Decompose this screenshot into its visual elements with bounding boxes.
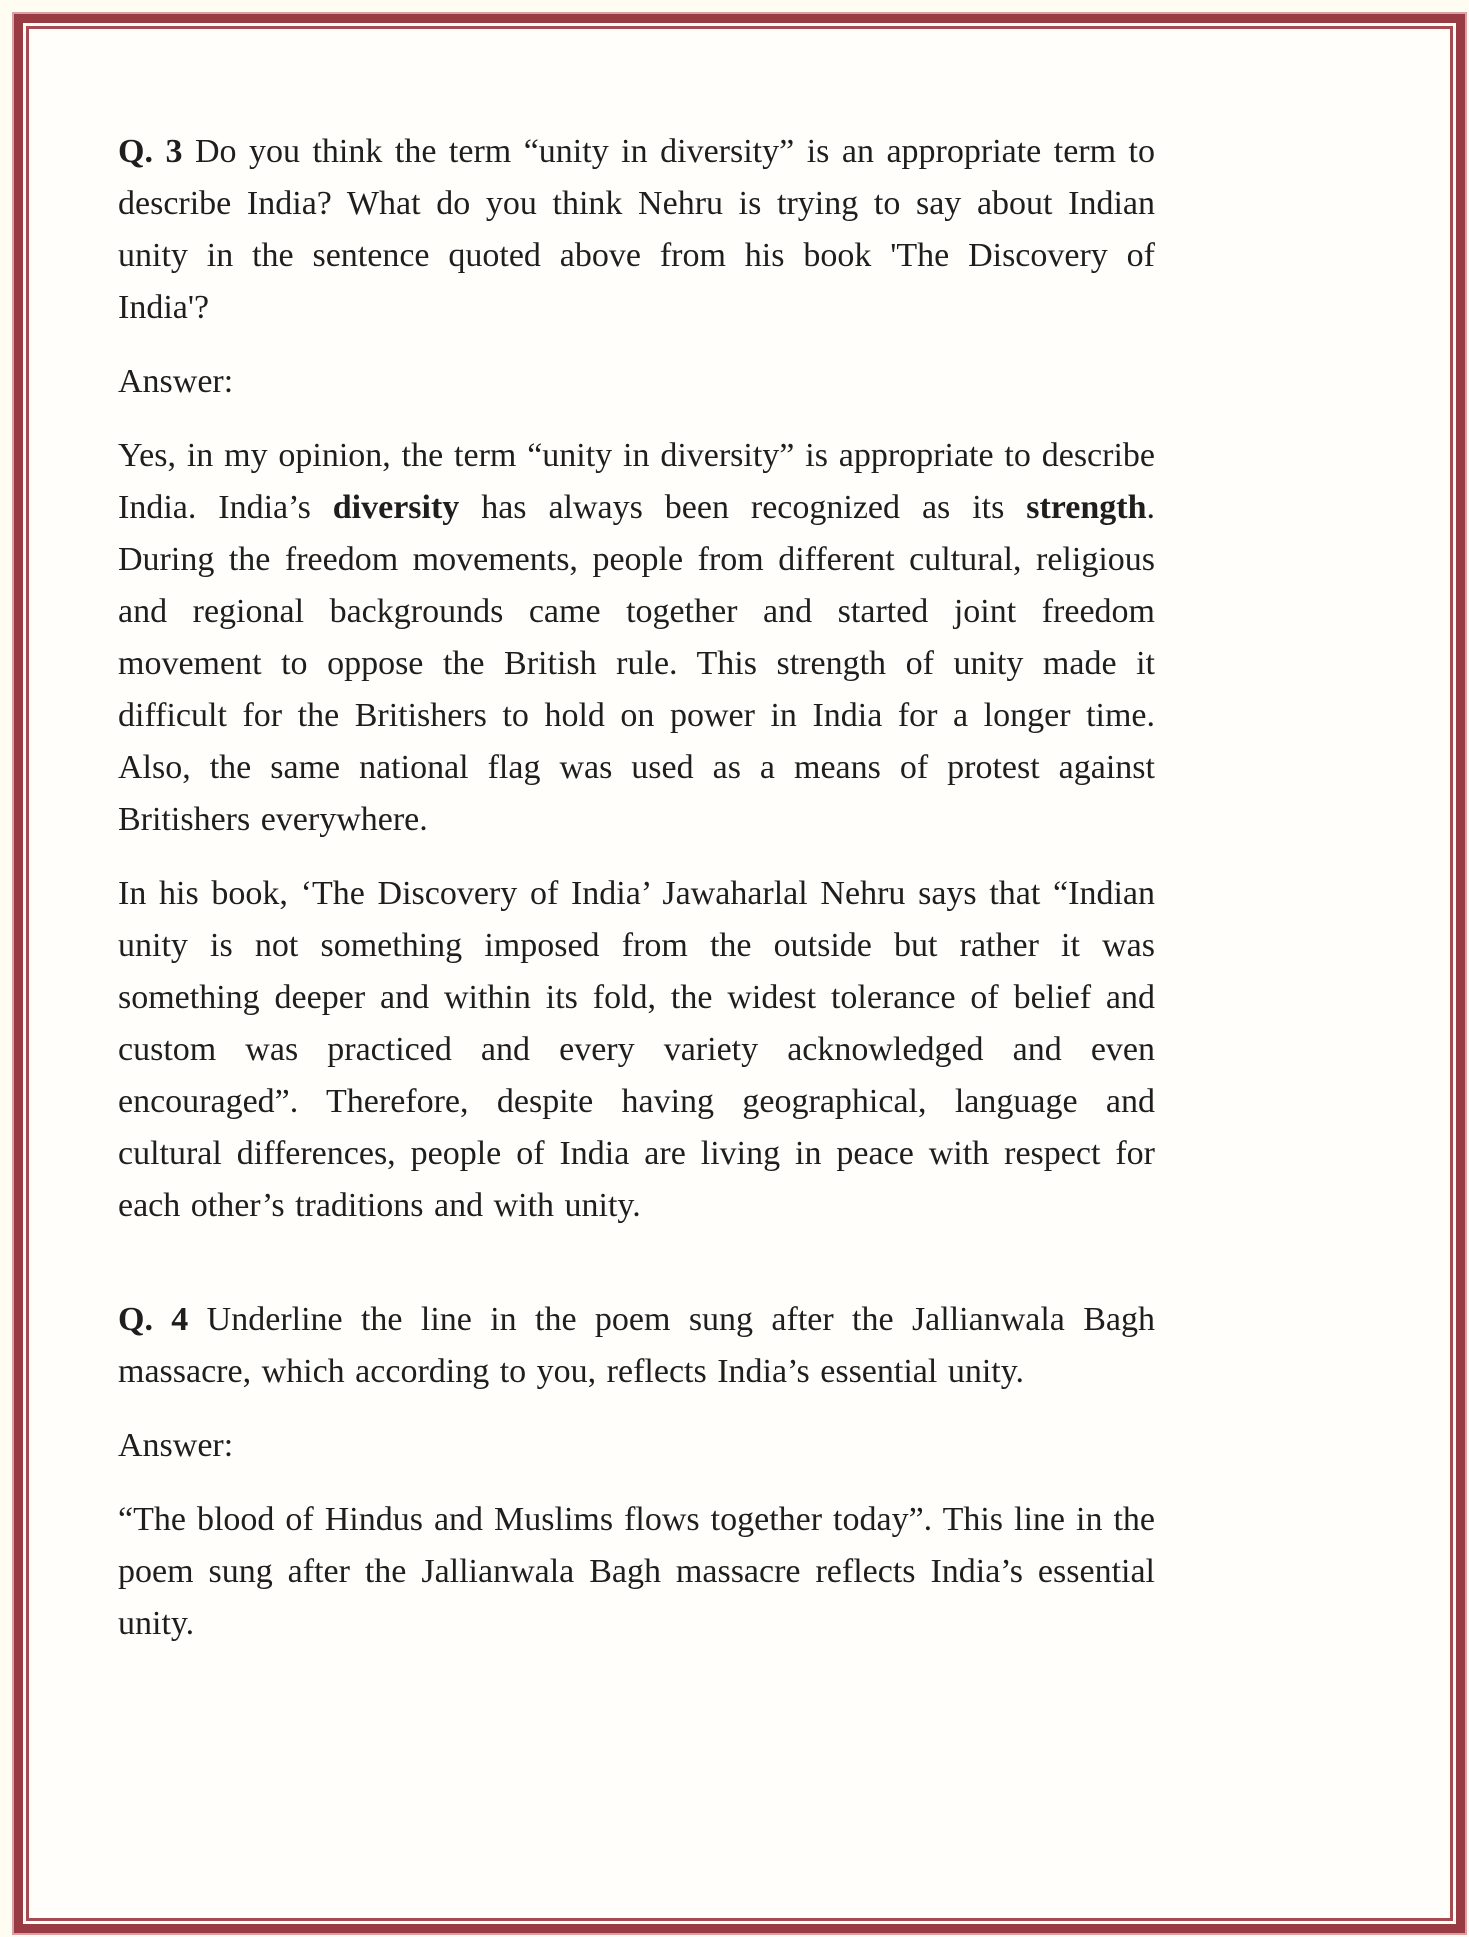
answer-label-q4-run-0: Answer: xyxy=(118,1427,234,1464)
question-4-run-0: Q. 4 xyxy=(118,1301,189,1338)
question-4 xyxy=(118,1294,1155,1398)
answer-q3-paragraph-2 xyxy=(118,868,1155,1232)
answer-label-q3-run-0: Answer: xyxy=(118,363,234,400)
document-body xyxy=(118,126,1155,1672)
question-3-run-1: Do you think the term “unity in diversity” is an appropriate term to describe India? What do you think Nehru is trying to say about Indian unity in the sentence quoted above from his book 'The Discovery of India'? xyxy=(118,133,1156,326)
answer-q3-paragraph-1-run-4: . During the freedom movements, people from different cultural, religious and regional backgrounds came together and started joint freedom movement to oppose the British rule. This strength of unity made it difficult for the Britishers to hold on power in India for a longer time. Also, the same national flag was used as a means of protest against Britishers everywhere. xyxy=(118,489,1155,838)
answer-q3-paragraph-1-run-3: strength xyxy=(1026,489,1147,526)
answer-label-q3 xyxy=(118,356,1155,408)
answer-q3-paragraph-1-run-1: diversity xyxy=(332,489,460,526)
answer-label-q4 xyxy=(118,1420,1155,1472)
answer-q4-paragraph-1 xyxy=(118,1494,1155,1650)
question-3 xyxy=(118,126,1155,334)
answer-q3-paragraph-1 xyxy=(118,430,1155,846)
answer-q3-paragraph-2-run-0: In his book, ‘The Discovery of India’ Jawaharlal Nehru says that “Indian unity is not something imposed from the outside but rather it was something deeper and within its fold, the widest tolerance of belief and custom was practiced and every variety acknowledged and even encouraged”. Therefore, despite having geographical, language and cultural differences, people of India are living in peace with respect for each other’s traditions and with unity. xyxy=(118,875,1155,1224)
answer-q4-paragraph-1-run-0: “The blood of Hindus and Muslims flows together today”. This line in the poem sung after the Jallianwala Bagh massacre reflects India’s essential unity. xyxy=(118,1501,1155,1642)
answer-q3-paragraph-1-run-2: has always been recognized as its xyxy=(459,489,1027,526)
question-4-run-1: Underline the line in the poem sung after the Jallianwala Bagh massacre, which according to you, reflects India’s essential unity. xyxy=(118,1301,1155,1390)
question-3-run-0: Q. 3 xyxy=(118,133,183,170)
answer-q3-paragraph-1-run-0: Yes, in my opinion, the term “unity in diversity” is appropriate to describe India. India’s xyxy=(118,437,1155,526)
